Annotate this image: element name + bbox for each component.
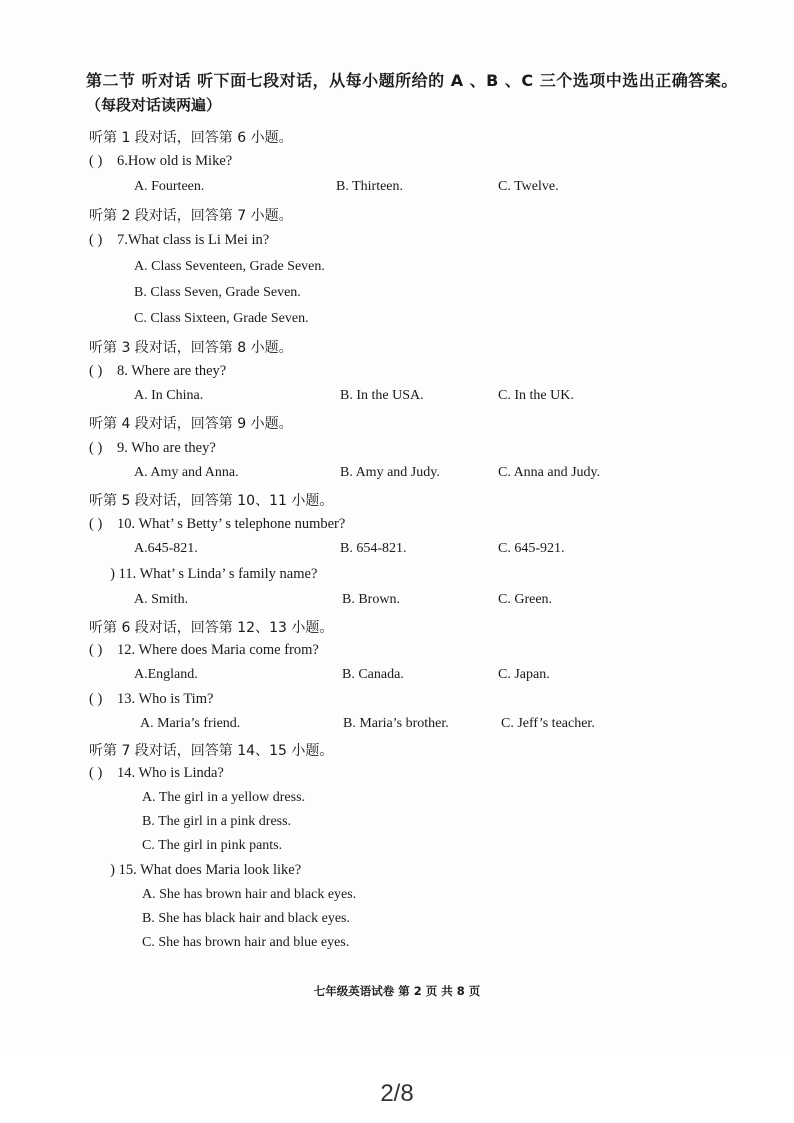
option-a: A. She has brown hair and black eyes. bbox=[142, 887, 357, 902]
question-text: 11. What’ s Linda’ s family name? bbox=[118, 566, 318, 582]
question-text: 9. Who are they? bbox=[117, 440, 216, 456]
question-text: 12. Where does Maria come from? bbox=[117, 642, 319, 658]
option-b: B. Maria’s brother. bbox=[343, 716, 449, 731]
question-text: 6.How old is Mike? bbox=[117, 153, 233, 169]
answer-blank: ( ) bbox=[89, 642, 103, 658]
dialogue-6-instruction: 听第 6 段对话，回答第 12、13 小题。 bbox=[89, 620, 334, 636]
option-c: C. Japan. bbox=[498, 667, 550, 682]
answer-blank: ( ) bbox=[89, 691, 103, 707]
option-a: A. Smith. bbox=[134, 592, 189, 607]
question-7 bbox=[89, 232, 269, 249]
option-b: B. Thirteen. bbox=[336, 179, 404, 194]
dialogue-5-instruction: 听第 5 段对话，回答第 10、11 小题。 bbox=[89, 493, 334, 509]
question-9 bbox=[89, 440, 216, 457]
option-b: B. In the USA. bbox=[340, 388, 424, 403]
option-a: A. Fourteen. bbox=[134, 179, 205, 194]
question-13 bbox=[89, 691, 213, 708]
option-a: A.645-821. bbox=[134, 541, 198, 556]
question-text: 7.What class is Li Mei in? bbox=[117, 232, 270, 248]
option-b: B. Brown. bbox=[342, 592, 400, 607]
question-15 bbox=[89, 862, 301, 879]
dialogue-7-instruction: 听第 7 段对话，回答第 14、15 小题。 bbox=[89, 743, 334, 759]
option-c: C. 645-921. bbox=[498, 541, 565, 556]
answer-blank: ) bbox=[110, 862, 115, 878]
question-text: 8. Where are they? bbox=[117, 363, 227, 379]
option-b: B. Amy and Judy. bbox=[340, 465, 440, 480]
section-title: 第二节 听对话 听下面七段对话，从每小题所给的 A 、B 、C 三个选项中选出正确答案。 bbox=[86, 71, 738, 90]
option-b: B. The girl in a pink dress. bbox=[142, 814, 292, 829]
option-a: A. Amy and Anna. bbox=[134, 465, 239, 480]
option-c: C. Twelve. bbox=[498, 179, 559, 194]
option-b: B. 654-821. bbox=[340, 541, 407, 556]
dialogue-2-instruction: 听第 2 段对话，回答第 7 小题。 bbox=[89, 208, 293, 224]
option-a: A.England. bbox=[134, 667, 198, 682]
option-a: A. Maria’s friend. bbox=[140, 716, 241, 731]
answer-blank: ( ) bbox=[89, 153, 103, 169]
dialogue-3-instruction: 听第 3 段对话，回答第 8 小题。 bbox=[89, 340, 293, 356]
page-footer: 七年级英语试卷 第 2 页 共 8 页 bbox=[313, 984, 481, 998]
question-12 bbox=[89, 642, 319, 659]
option-c: C. Green. bbox=[498, 592, 553, 607]
answer-blank: ) bbox=[110, 566, 115, 582]
answer-blank: ( ) bbox=[89, 765, 103, 781]
question-text: 15. What does Maria look like? bbox=[118, 862, 302, 878]
section-note: （每段对话读两遍） bbox=[86, 96, 222, 114]
question-14 bbox=[89, 765, 224, 782]
option-c: C. Class Sixteen, Grade Seven. bbox=[134, 311, 309, 326]
answer-blank: ( ) bbox=[89, 516, 103, 532]
dialogue-1-instruction: 听第 1 段对话，回答第 6 小题。 bbox=[89, 130, 293, 146]
question-10 bbox=[89, 516, 345, 533]
page-indicator: 2/8 bbox=[380, 1080, 414, 1107]
option-b: B. Canada. bbox=[342, 667, 404, 682]
option-b: B. She has black hair and black eyes. bbox=[142, 911, 350, 926]
option-c: C. The girl in pink pants. bbox=[142, 838, 283, 853]
option-a: A. Class Seventeen, Grade Seven. bbox=[134, 259, 325, 274]
answer-blank: ( ) bbox=[89, 232, 103, 248]
option-c: C. Anna and Judy. bbox=[498, 465, 601, 480]
dialogue-4-instruction: 听第 4 段对话，回答第 9 小题。 bbox=[89, 416, 293, 432]
option-a: A. The girl in a yellow dress. bbox=[142, 790, 306, 805]
question-text: 13. Who is Tim? bbox=[117, 691, 214, 707]
answer-blank: ( ) bbox=[89, 363, 103, 379]
question-8 bbox=[89, 363, 226, 380]
option-c: C. In the UK. bbox=[498, 388, 574, 403]
answer-blank: ( ) bbox=[89, 440, 103, 456]
question-11 bbox=[89, 566, 317, 583]
option-c: C. Jeff’s teacher. bbox=[501, 716, 595, 731]
option-b: B. Class Seven, Grade Seven. bbox=[134, 285, 301, 300]
question-text: 14. Who is Linda? bbox=[117, 765, 224, 781]
question-6 bbox=[89, 153, 232, 170]
question-text: 10. What’ s Betty’ s telephone number? bbox=[117, 516, 346, 532]
option-a: A. In China. bbox=[134, 388, 204, 403]
option-c: C. She has brown hair and blue eyes. bbox=[142, 935, 350, 950]
